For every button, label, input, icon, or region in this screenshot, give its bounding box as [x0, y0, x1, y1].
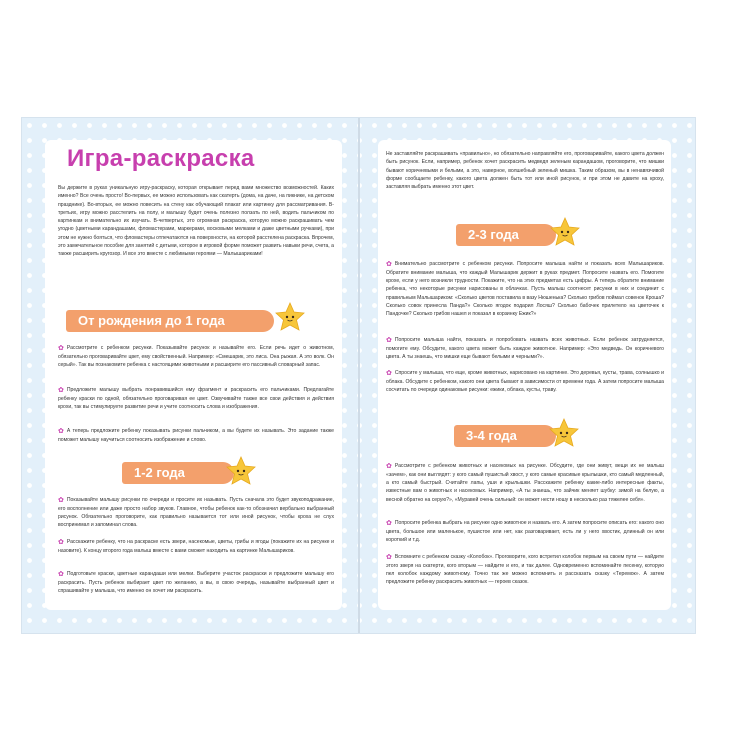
paragraph-text: Рассмотрите с ребенком рисунки. Показывайте рисунок и называйте его. Если речь идет о животном, обязательно проговаривайте цвет, ему свойственный. Например: «Смешарик, это лиса. Она рыжая. А это волк. Он серый». Так вы познакомите ребенка с настоящими животными и расширите его пассивный словарный запас. — [58, 345, 334, 369]
flower-bullet-icon: ✿ — [386, 260, 392, 268]
section-1-2-item — [58, 570, 334, 595]
paragraph-text: Предложите малышу выбрать понравившийся ему фрагмент и раскрасить его пальчиками. Предлагайте ребенку краски по одной, обязательно проговаривая ее цвет. Озвучивайте также все свои действия и действия крохи, так вы стимулируете развитие речи и учите соотносить слова и изображения. — [58, 387, 334, 411]
flower-bullet-icon: ✿ — [58, 538, 64, 546]
page-title: Игра-раскраска — [67, 145, 255, 172]
smiling-star-icon — [226, 456, 256, 486]
flower-bullet-icon: ✿ — [58, 570, 64, 578]
section-heading-label: 2-3 года — [468, 227, 519, 242]
flower-bullet-icon: ✿ — [386, 462, 392, 470]
section-2-3-item — [386, 260, 664, 319]
flower-bullet-icon: ✿ — [386, 553, 392, 561]
section-heading-2-3 — [456, 224, 556, 246]
smiling-star-icon — [549, 418, 579, 448]
paragraph-text: Попросите ребенка выбрать на рисунке одно животное и назвать его. А затем попросите описать его: какого оно цвета, большое или маленькое, пушистое или нет, как разговаривает, есть ли у него хвостик, длинный он или короткий и т.д. — [386, 520, 664, 544]
section-3-4-item — [386, 553, 664, 587]
book-gutter — [358, 118, 360, 633]
flower-bullet-icon: ✿ — [386, 336, 392, 344]
smiling-star-icon — [550, 217, 580, 247]
paragraph-text: Показывайте малышу рисунки по очереди и просите их называть. Пусть сначала это будет звукоподражание, его восполнение или даже просто набор звуков. Главное, чтобы ребенок как-то обозначил вербально выбранный рисунок. Обязательно проговорите, как правильно называется тот или иной рисунок, чтобы кроха не слух воспринимал и запоминал слова. — [58, 497, 334, 529]
left-intro-text: Вы держите в руках уникальную игру-раскраску, которая открывает перед вами множество возможностей. Каких именно? Все очень просто! Во-первых, ее можно использовать как скатерть (дома, на даче, на пикнике, на детском празднике). Во-вторых, ее можно повесить на стену как обучающий плакат или картинку для рассматривания. В-третьих, игру можно расстелить на полу, и малышу будет очень полезно ползать по ней, водить пальчиком по картинкам и внимательно их изучать. В-четвертых, это огромная раскраска, которую можно раскрашивать чем угодно (цветными карандашами, фломастерами, маркерами, восковыми мелками и даже цветными ручками), при этом не нужно бояться, что фломастеры отпечатаются на поверхности, на которой расстелена раскраска. Впрочем, это замечательное пособие для занятий с детьми, которое в игровой форме поможет развить навыки речи, счета, а также расширить кругозор. И все это вместе с любимыми героями — Малышариками! — [58, 185, 334, 258]
section-2-3-item — [386, 336, 664, 361]
flower-bullet-icon: ✿ — [386, 369, 392, 377]
section-0-1-item — [58, 427, 334, 444]
section-3-4-item — [386, 462, 664, 504]
section-3-4-item — [386, 519, 664, 544]
flower-bullet-icon: ✿ — [58, 496, 64, 504]
paragraph-text: Попросите малыша найти, показать и попробовать назвать всех животных. Если ребенок затрудняется, помогите ему. Обсудите, какого цвета может быть каждое животное. Например: «Это медведь. Он коричневого цвета. А ты знаешь, что мишки еще бывают белыми и черными?». — [386, 337, 664, 361]
paragraph-text: Внимательно рассмотрите с ребенком рисунки. Попросите малыша найти и показать всех Малышариков. Обратите внимание малыша, что каждый Малышарик держит в руках предмет. Попросите назвать его. Помогите крохе, если у него возникли трудности. Покажите, что на этих предметах есть цифры. А теперь обратите внимание ребенка, что некоторые рисунки нарисованы в облачках. Пусть малыш соотнесет рисунки в них и соединит с правильным Малышариком: «Сколько цветов поставила в вазу Нюшенька? Сколько грибов поймал совенок Кроша? Сколько совок принесла Панда?» Сколько ягодок подарил Лосяш? Сколько бабочек прилетело на цветочек к Пандочке? Сколько грибов нашел и показал в корзинку Ежик?» — [386, 261, 664, 318]
section-0-1-item — [58, 344, 334, 369]
paragraph-text: Расскажите ребенку, что на раскраске есть звери, насекомые, цветы, грибы и ягоды (покажите их на рисунке и назовите). К концу второго года малыш вместе с вами сможет находить на картинке Малышариков. — [58, 539, 334, 554]
section-heading-label: От рождения до 1 года — [78, 313, 225, 328]
paragraph-text: Рассмотрите с ребенком животных и насекомых на рисунке. Обсудите, где они живут, вещи их не малыш «зачем», как они выглядят: у кого самый пушистый хвост, у кого самые красивые крылышки, кто самый медленный, а кто самый быстрый. Считайте лапы, уши и крылышки. Расскажите ребенку какие-либо интересные факты, известные вам о животных и насекомых. Например, «А ты знаешь, что зайчик меняет шубку: зимой на белую, а весной обратно на серую?», «Муравей очень сильный: он может нести ношу в несколько раз тяжелее себя». — [386, 463, 664, 503]
right-intro-text: Не заставляйте раскрашивать «правильно», но обязательно направляйте его, проговаривайте, какого цвета должен быть рисунок. Если, например, ребенок хочет раскрасить медведя зеленым карандашом, проговорите, что мишки бывают коричневыми и белыми, а это, наверное, волшебный зеленый мишка. Таким образом, вы в ненавязчивой форме сообщаете ребенку, какого цвета должен быть тот или иной рисунок, и при этом не давите на кроху, заставляя выбрать именно этот цвет. — [386, 151, 664, 191]
section-heading-1-2 — [122, 462, 234, 484]
paragraph-text: Подготовьте краски, цветные карандаши или мелки. Выберите участок раскраски и предложите малышу его раскрасить. Пусть ребенок выбирает цвет по желанию, а вы, в свою очередь, называйте выбранный цвет и спрашивайте у малыша, что именно он хочет им раскрасить. — [58, 571, 334, 595]
flower-bullet-icon: ✿ — [58, 344, 64, 352]
section-1-2-item — [58, 496, 334, 530]
paragraph-text: А теперь предложите ребенку показывать рисунки пальчиком, а вы будете их называть. Это задание также поможет малышу научиться соотносить изображение и слово. — [58, 428, 334, 443]
section-1-2-item — [58, 538, 334, 555]
section-heading-3-4 — [454, 425, 556, 447]
flower-bullet-icon: ✿ — [58, 427, 64, 435]
section-heading-0-1 — [66, 310, 274, 332]
section-0-1-item — [58, 386, 334, 411]
section-heading-label: 1-2 года — [134, 465, 185, 480]
paragraph-text: Вспомните с ребенком сказку «Колобок». Проговорите, кого встретил колобок первым на своем пути — найдите этого зверя на скатерти, кого вторым — найдите и его, и так далее. Одновременно вспоминайте песенку, которую пел колобок каждому животному. Точно так же можно вспомнить и рассказать сказку «Теремок». А затем предложите ребенку раскрасить животных — героев сказок. — [386, 554, 664, 586]
flower-bullet-icon: ✿ — [386, 519, 392, 527]
smiling-star-icon — [275, 302, 305, 332]
section-heading-label: 3-4 года — [466, 428, 517, 443]
flower-bullet-icon: ✿ — [58, 386, 64, 394]
section-2-3-item — [386, 369, 664, 394]
paragraph-text: Спросите у малыша, что еще, кроме животных, нарисовано на картинке. Это деревья, кусты, трава, солнышко и облака. Обсудите с ребенком, какого они цвета бывают в зависимости от времени года. А затем попросите малыша сосчитать по очереди одинаковые рисунки: ежики, облака, кусты, траву. — [386, 370, 664, 394]
